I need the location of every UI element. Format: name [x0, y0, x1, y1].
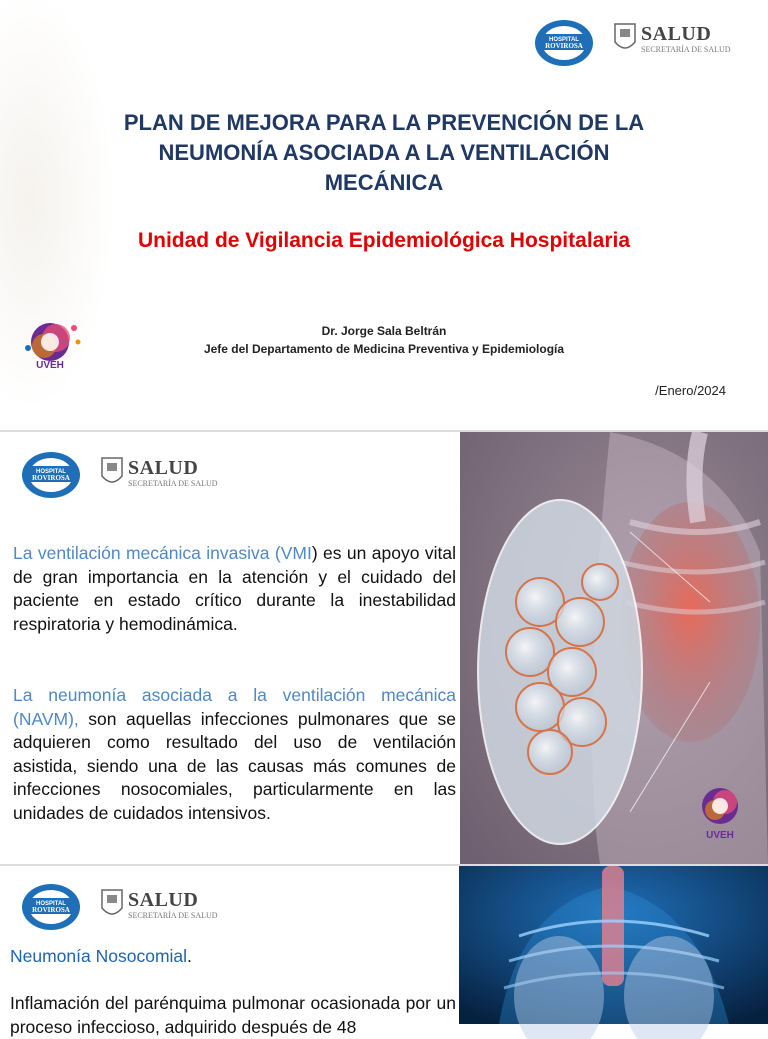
slide-title: [0, 0, 768, 430]
paren: ): [311, 543, 318, 563]
tabasco-shield-icon: [100, 454, 124, 490]
salud-logo: SALUD SECRETARÍA DE SALUD: [100, 454, 218, 490]
highlight-text: La ventilación mecánica invasiva (: [13, 543, 281, 563]
title-line: MECÁNICA: [324, 170, 444, 195]
svg-text:HOSPITAL: HOSPITAL: [549, 37, 579, 43]
svg-text:HOSPITAL: HOSPITAL: [36, 901, 66, 907]
heading-dot: .: [187, 946, 192, 966]
author-role: Jefe del Departamento de Medicina Preventiva y Epidemiología: [203, 342, 565, 356]
paragraph-definition: Inflamación del parénquima pulmonar ocasionada por un proceso infeccioso, adquirido después de 48: [10, 993, 456, 1037]
hospital-rovirosa-logo: [533, 18, 595, 73]
salud-logo: SALUD SECRETARÍA DE SALUD: [100, 886, 218, 922]
paragraph-text: es un apoyo vital de gran importancia en la atención y el cuidado del paciente en estado crítico durante la inestabilidad respiratoria y hemodinámica.: [13, 543, 456, 634]
page-title: [40, 108, 728, 198]
slide-vmi: [0, 432, 768, 864]
paragraph-vmi: [13, 542, 456, 636]
salud-logo: SALUD SECRETARÍA DE SALUD: [613, 20, 731, 56]
hospital-rovirosa-logo: [20, 882, 82, 937]
author-name: Dr. Jorge Sala Beltrán: [321, 324, 447, 338]
highlight-acronym: VMI: [280, 543, 312, 563]
date: /Enero/2024: [655, 383, 726, 398]
heading-text: Neumonía Nosocomial: [10, 946, 188, 966]
svg-text:ROVIROSA: ROVIROSA: [32, 474, 70, 482]
svg-text:UVEH: UVEH: [706, 830, 734, 841]
svg-text:ROVIROSA: ROVIROSA: [545, 42, 583, 50]
svg-text:UVEH: UVEH: [36, 360, 64, 371]
slide-neumonia-nosocomial: [0, 866, 768, 1037]
hospital-rovirosa-logo: [20, 450, 82, 505]
author-block: [0, 322, 768, 358]
highlight-text: La neumonía asociada a la ventilación mecánica (NAVM),: [13, 685, 456, 729]
paragraph-navm: [13, 684, 456, 825]
svg-text:ROVIROSA: ROVIROSA: [32, 906, 70, 914]
chest-xray-illustration: [459, 866, 768, 1024]
section-heading: [10, 946, 192, 967]
uveh-logo: [22, 318, 86, 375]
title-line: NEUMONÍA ASOCIADA A LA VENTILACIÓN: [158, 140, 610, 165]
title-line: PLAN DE MEJORA PARA LA PREVENCIÓN DE LA: [123, 110, 645, 135]
lungs-illustration: [460, 432, 768, 864]
subtitle: Unidad de Vigilancia Epidemiológica Hospitalaria: [137, 229, 631, 252]
tabasco-shield-icon: [613, 20, 637, 56]
tabasco-shield-icon: [100, 886, 124, 922]
svg-text:HOSPITAL: HOSPITAL: [36, 469, 66, 475]
paragraph-text: son aquellas infecciones pulmonares que se adquieren como resultado del uso de ventilación asistida, siendo una de las causas más comunes de infecciones nosocomiales, particularmente en las unidades de cuidados intensivos.: [13, 708, 456, 823]
